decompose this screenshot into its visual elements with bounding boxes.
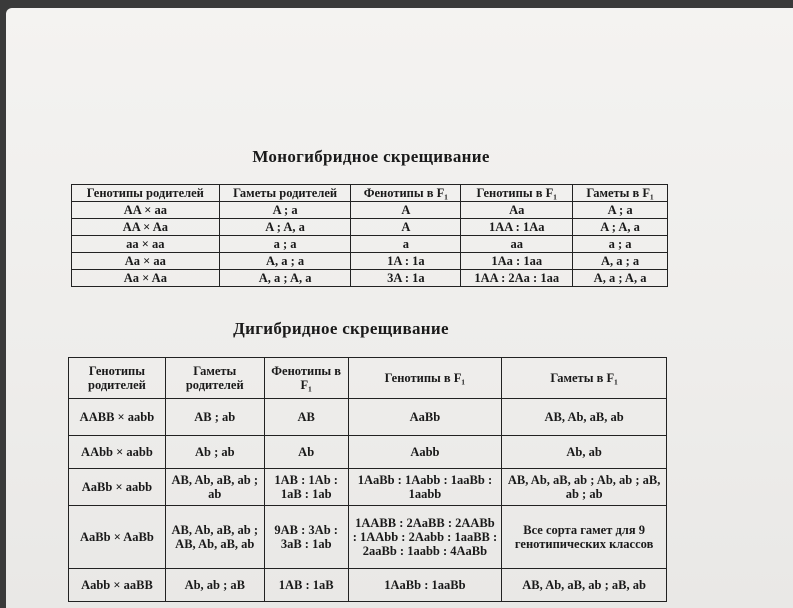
- table-cell: AABB × aabb: [69, 399, 166, 436]
- table-row: [69, 469, 667, 506]
- table-cell: AaBb × aabb: [69, 469, 166, 506]
- table-cell: a: [351, 236, 461, 253]
- table-cell: AB ; ab: [165, 399, 264, 436]
- table-cell: a ; a: [219, 236, 351, 253]
- table-cell: 1AB : 1aB: [264, 569, 348, 602]
- table-cell: Ab, ab: [502, 436, 667, 469]
- table-row: [72, 270, 668, 287]
- table-cell: AB, Ab, aB, ab ; AB, Ab, aB, ab: [165, 506, 264, 569]
- table-row: [69, 506, 667, 569]
- table-cell: 1A : 1a: [351, 253, 461, 270]
- table-cell: A, a ; A, a: [573, 270, 668, 287]
- header-cell: Генотипы родителей: [72, 185, 220, 202]
- table-row: [69, 399, 667, 436]
- table-cell: Aa × Aa: [72, 270, 220, 287]
- header-cell: Гаметы в F₁: [502, 358, 667, 399]
- table-cell: aa: [461, 236, 573, 253]
- table-row: [72, 253, 668, 270]
- table-cell: Ab: [264, 436, 348, 469]
- header-cell: Гаметы родителей: [165, 358, 264, 399]
- table-cell: AaBb × AaBb: [69, 506, 166, 569]
- table-row: [72, 236, 668, 253]
- table-cell: AB, Ab, aB, ab ; ab: [165, 469, 264, 506]
- header-cell: Гаметы родителей: [219, 185, 351, 202]
- table-cell: A ; A, a: [573, 219, 668, 236]
- table-cell: 1AB : 1Ab : 1aB : 1ab: [264, 469, 348, 506]
- table-cell: A, a ; a: [219, 253, 351, 270]
- table-cell: Aa × aa: [72, 253, 220, 270]
- table-row: [69, 436, 667, 469]
- table-cell: AB: [264, 399, 348, 436]
- header-cell: Фенотипы в F₁: [351, 185, 461, 202]
- table-row: [69, 569, 667, 602]
- table-row: [72, 219, 668, 236]
- table-cell: Aa: [461, 202, 573, 219]
- table-cell: AB, Ab, aB, ab: [502, 399, 667, 436]
- table-cell: AAbb × aabb: [69, 436, 166, 469]
- table-cell: 1Aa : 1aa: [461, 253, 573, 270]
- table-cell: AaBb: [348, 399, 502, 436]
- table-cell: 1AA : 2Aa : 1aa: [461, 270, 573, 287]
- table-cell: aa × aa: [72, 236, 220, 253]
- table-cell: 1AA : 1Aa: [461, 219, 573, 236]
- table-cell: A, a ; a: [573, 253, 668, 270]
- table-cell: A ; a: [573, 202, 668, 219]
- table-cell: a ; a: [573, 236, 668, 253]
- header-cell: Гаметы в F₁: [573, 185, 668, 202]
- table-cell: AA × Aa: [72, 219, 220, 236]
- header-cell: Генотипы в F₁: [348, 358, 502, 399]
- table-header-row: [69, 358, 667, 399]
- table-cell: A ; A, a: [219, 219, 351, 236]
- header-cell: Фенотипы в F₁: [264, 358, 348, 399]
- table-cell: A: [351, 202, 461, 219]
- header-cell: Генотипы родителей: [69, 358, 166, 399]
- table-cell: Все сорта гамет для 9 генотипических классов: [502, 506, 667, 569]
- dihybrid-table: [68, 357, 667, 602]
- table-cell: AB, Ab, aB, ab ; aB, ab: [502, 569, 667, 602]
- table-cell: A, a ; A, a: [219, 270, 351, 287]
- monohybrid-table: [71, 184, 668, 287]
- table-cell: 1AABB : 2AaBB : 2AABb : 1AAbb : 2Aabb : 1aaBB : 2aaBb : 1aabb : 4AaBb: [348, 506, 502, 569]
- table-row: [72, 202, 668, 219]
- header-cell: Генотипы в F₁: [461, 185, 573, 202]
- table-cell: 1AaBb : 1aaBb: [348, 569, 502, 602]
- dihybrid-title: Дигибридное скрещивание: [233, 319, 449, 338]
- table-cell: Ab ; ab: [165, 436, 264, 469]
- table-cell: Aabb: [348, 436, 502, 469]
- table-cell: 1AaBb : 1Aabb : 1aaBb : 1aabb: [348, 469, 502, 506]
- table-cell: 9AB : 3Ab : 3aB : 1ab: [264, 506, 348, 569]
- table-cell: A: [351, 219, 461, 236]
- table-header-row: [72, 185, 668, 202]
- monohybrid-title: Моногибридное скрещивание: [252, 147, 490, 166]
- table-cell: AA × aa: [72, 202, 220, 219]
- table-cell: Ab, ab ; aB: [165, 569, 264, 602]
- table-cell: 3A : 1a: [351, 270, 461, 287]
- table-cell: Aabb × aaBB: [69, 569, 166, 602]
- table-cell: AB, Ab, aB, ab ; Ab, ab ; aB, ab ; ab: [502, 469, 667, 506]
- table-cell: A ; a: [219, 202, 351, 219]
- book-page: [6, 8, 793, 608]
